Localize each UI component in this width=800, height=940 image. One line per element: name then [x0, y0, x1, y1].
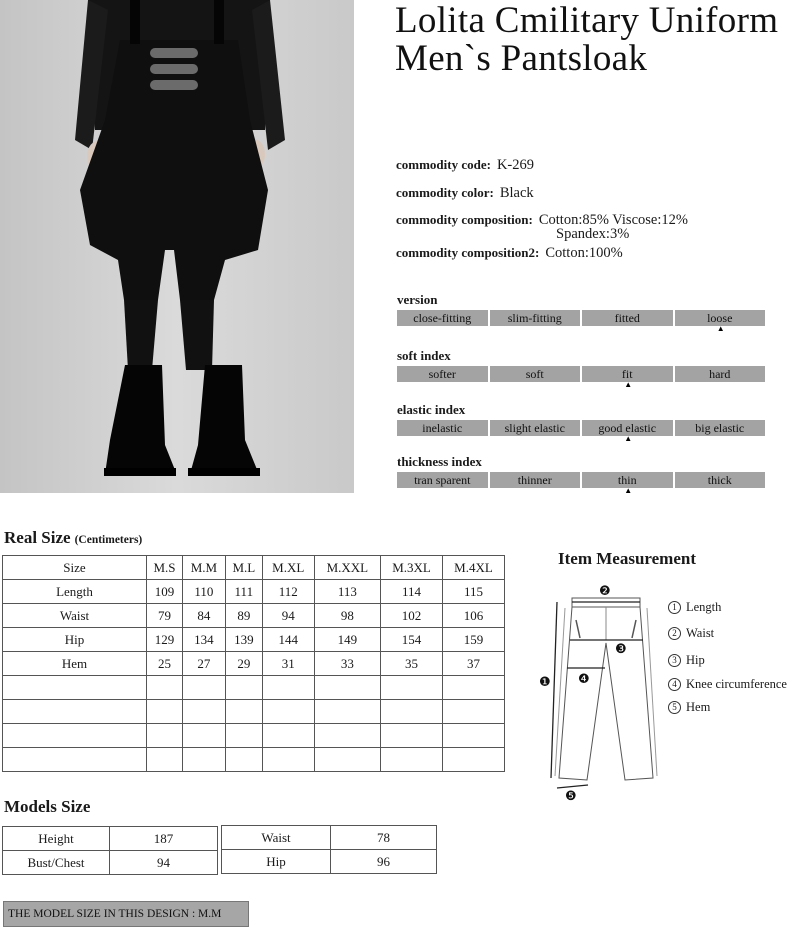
table-cell: [147, 748, 183, 772]
table-cell: [381, 700, 443, 724]
legend-label: Hip: [686, 653, 705, 667]
marker-hip: ❸: [615, 642, 627, 657]
item-measurement-title: Item Measurement: [558, 549, 697, 568]
table-cell: [147, 724, 183, 748]
index-option: thinner: [490, 472, 581, 488]
index-option: inelastic: [397, 420, 488, 436]
legend-waist: [668, 626, 714, 641]
table-cell: 114: [381, 580, 443, 604]
table-cell: Size: [3, 556, 147, 580]
table-cell: M.4XL: [443, 556, 505, 580]
table-cell: [147, 676, 183, 700]
index-option: softer: [397, 366, 488, 382]
table-cell: 154: [381, 628, 443, 652]
table-row: [3, 700, 505, 724]
table-cell: [225, 748, 262, 772]
info-label: commodity color:: [396, 185, 494, 200]
table-cell: 78: [331, 826, 437, 850]
index-option: fit: [582, 366, 673, 382]
table-cell: 134: [183, 628, 226, 652]
index-option: slim-fitting: [490, 310, 581, 326]
models-size-table-right: [221, 825, 437, 874]
table-cell: M.M: [183, 556, 226, 580]
table-cell: [3, 748, 147, 772]
table-cell: [443, 676, 505, 700]
table-cell: 84: [183, 604, 226, 628]
table-row: [3, 580, 505, 604]
table-cell: [443, 748, 505, 772]
index-label: soft index: [397, 348, 451, 363]
table-cell: M.S: [147, 556, 183, 580]
table-row: [3, 851, 218, 875]
table-cell: Height: [3, 827, 110, 851]
table-row: [3, 628, 505, 652]
table-cell: 27: [183, 652, 226, 676]
models-size-title: Models Size: [4, 797, 91, 816]
table-cell: Waist: [3, 604, 147, 628]
table-cell: [381, 676, 443, 700]
legend-number: 2: [668, 627, 681, 640]
table-cell: 111: [225, 580, 262, 604]
table-cell: Length: [3, 580, 147, 604]
table-cell: [262, 676, 314, 700]
table-row: [3, 724, 505, 748]
table-cell: 79: [147, 604, 183, 628]
info-label: commodity code:: [396, 157, 491, 172]
table-cell: [381, 724, 443, 748]
real-size-title: [4, 528, 142, 548]
index-label: elastic index: [397, 402, 466, 417]
table-row: [222, 826, 437, 850]
table-cell: [225, 676, 262, 700]
table-cell: [3, 700, 147, 724]
table-cell: 187: [110, 827, 218, 851]
legend-number: 3: [668, 654, 681, 667]
real-size-unit: (Centimeters): [74, 534, 143, 546]
table-cell: M.XXL: [314, 556, 380, 580]
index-option: slight elastic: [490, 420, 581, 436]
legend-label: Length: [686, 600, 722, 614]
table-cell: 149: [314, 628, 380, 652]
table-cell: [183, 748, 226, 772]
table-cell: [381, 748, 443, 772]
index-option: hard: [675, 366, 766, 382]
legend-label: Knee circumference: [686, 677, 787, 691]
index-option: good elastic: [582, 420, 673, 436]
legend-length: [668, 600, 721, 615]
legend-hem: [668, 700, 710, 715]
table-cell: [314, 676, 380, 700]
table-cell: [147, 700, 183, 724]
index-label: thickness index: [397, 454, 482, 469]
table-cell: 94: [262, 604, 314, 628]
info-composition: [396, 212, 796, 242]
index-label: version: [397, 292, 438, 307]
table-row: [3, 748, 505, 772]
table-cell: 29: [225, 652, 262, 676]
table-cell: 115: [443, 580, 505, 604]
table-cell: 37: [443, 652, 505, 676]
index-option: close-fitting: [397, 310, 488, 326]
table-cell: [225, 700, 262, 724]
pants-diagram: [535, 578, 665, 813]
table-cell: [183, 676, 226, 700]
elastic-index: [397, 402, 765, 443]
table-cell: Hip: [3, 628, 147, 652]
table-row: [3, 827, 218, 851]
legend-number: 5: [668, 701, 681, 714]
table-cell: 35: [381, 652, 443, 676]
index-option: soft: [490, 366, 581, 382]
product-photo: [0, 0, 354, 493]
info-label: commodity composition:: [396, 212, 533, 227]
table-cell: [183, 724, 226, 748]
legend-number: 1: [668, 601, 681, 614]
table-cell: [314, 700, 380, 724]
marker-length: ❶: [539, 675, 551, 690]
table-cell: [443, 724, 505, 748]
table-cell: 102: [381, 604, 443, 628]
table-cell: 25: [147, 652, 183, 676]
table-cell: [262, 748, 314, 772]
table-cell: 109: [147, 580, 183, 604]
info-value: Cotton:100%: [545, 245, 623, 261]
legend-hip: [668, 653, 705, 668]
table-cell: 113: [314, 580, 380, 604]
table-cell: 144: [262, 628, 314, 652]
table-row: [3, 652, 505, 676]
thickness-index: [397, 454, 765, 495]
info-label: commodity composition2:: [396, 245, 540, 260]
selected-marker: ▲: [716, 324, 725, 333]
table-cell: 129: [147, 628, 183, 652]
index-option: loose: [675, 310, 766, 326]
table-cell: Hem: [3, 652, 147, 676]
table-cell: 98: [314, 604, 380, 628]
table-cell: 31: [262, 652, 314, 676]
table-cell: [314, 748, 380, 772]
table-header-row: [3, 556, 505, 580]
table-cell: [262, 724, 314, 748]
legend-number: 4: [668, 678, 681, 691]
index-option: fitted: [582, 310, 673, 326]
info-value: Cotton:85% Viscose:12%: [538, 212, 688, 228]
marker-knee: ❹: [578, 672, 590, 687]
table-cell: 112: [262, 580, 314, 604]
legend-label: Hem: [686, 700, 711, 714]
table-cell: M.3XL: [381, 556, 443, 580]
legend-knee: [668, 677, 787, 692]
index-option: thick: [675, 472, 766, 488]
table-cell: 89: [225, 604, 262, 628]
table-cell: M.L: [225, 556, 262, 580]
marker-waist: ❷: [599, 584, 611, 599]
table-cell: [3, 724, 147, 748]
table-cell: 33: [314, 652, 380, 676]
table-cell: [262, 700, 314, 724]
selected-marker: ▲: [624, 434, 633, 443]
table-row: [222, 850, 437, 874]
selected-marker: ▲: [624, 380, 633, 389]
marker-hem: ❺: [565, 789, 577, 804]
version-index: [397, 292, 765, 333]
info-value: Black: [499, 185, 534, 201]
table-cell: Waist: [222, 826, 331, 850]
table-cell: 96: [331, 850, 437, 874]
table-cell: [225, 724, 262, 748]
info-value-2: Spandex:3%: [556, 226, 630, 242]
table-cell: Hip: [222, 850, 331, 874]
soft-index: [397, 348, 765, 389]
real-size-table: [2, 555, 505, 772]
table-cell: Bust/Chest: [3, 851, 110, 875]
model-size-note: THE MODEL SIZE IN THIS DESIGN : M.M: [3, 901, 249, 927]
table-row: [3, 676, 505, 700]
selected-marker: ▲: [624, 486, 633, 495]
index-option: tran sparent: [397, 472, 488, 488]
table-cell: M.XL: [262, 556, 314, 580]
table-cell: 106: [443, 604, 505, 628]
product-title: Lolita Cmilitary Uniform Men`s Pantsloak: [395, 0, 779, 79]
table-cell: 94: [110, 851, 218, 875]
info-code: [396, 157, 534, 174]
index-option: thin: [582, 472, 673, 488]
legend-label: Waist: [686, 626, 715, 640]
table-cell: [314, 724, 380, 748]
table-cell: 110: [183, 580, 226, 604]
real-size-heading: Real Size: [4, 528, 71, 547]
info-composition2: [396, 245, 623, 262]
models-size-table-left: [2, 826, 218, 875]
table-cell: [443, 700, 505, 724]
table-row: [3, 604, 505, 628]
table-cell: 159: [443, 628, 505, 652]
info-value: K-269: [496, 157, 535, 173]
table-cell: 139: [225, 628, 262, 652]
table-cell: [3, 676, 147, 700]
info-color: [396, 185, 534, 202]
table-cell: [183, 700, 226, 724]
index-option: big elastic: [675, 420, 766, 436]
